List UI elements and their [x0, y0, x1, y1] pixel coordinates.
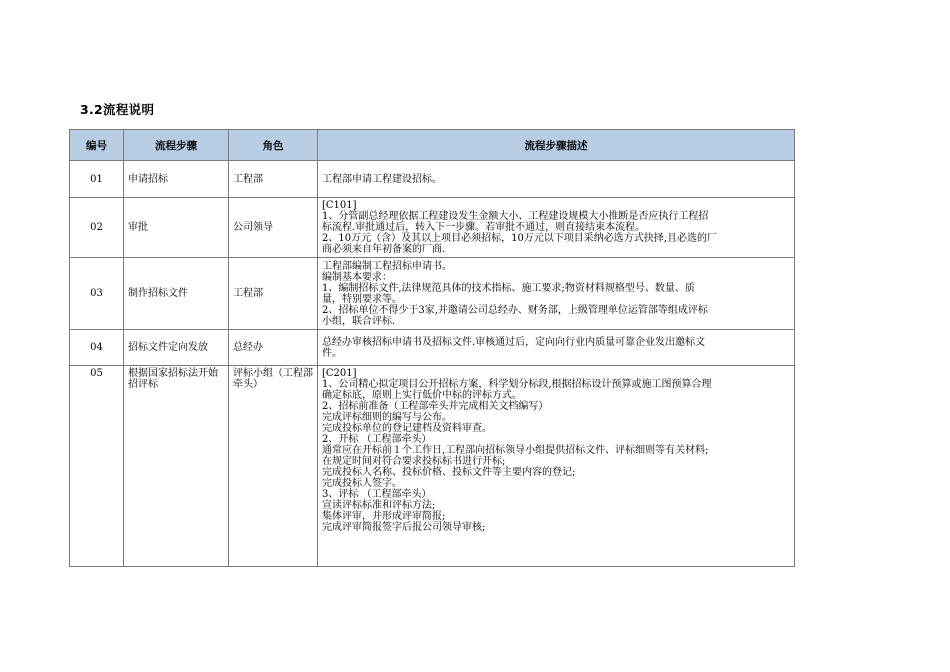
description-line: 3、评标 （工程部牵头）: [322, 489, 432, 500]
header-number: 编号: [70, 130, 124, 161]
description-line: 在规定时间对符合要求投标标书进行开标;: [322, 456, 506, 467]
description-line: [C101]: [322, 200, 357, 211]
row-step: 审批: [124, 198, 229, 258]
description-line: 宣读评标标准和评标方法;: [322, 500, 436, 511]
description-line: 小组，联合评标.: [322, 315, 396, 327]
row-number: 04: [70, 330, 124, 366]
role-text: 评标小组（工程部牵头）: [233, 368, 313, 390]
description-line: 通常应在开标前１个工作日,工程部向招标领导小组提供招标文件、评标细则等有关材料;: [322, 445, 709, 456]
description-line: 1、公司精心拟定项目公开招标方案，科学划分标段,根据招标设计预算或施工图预算合理: [322, 379, 712, 390]
description-line: 完成投标人签字。: [322, 478, 402, 489]
description-line: 1、分管副总经理依据工程建设发生金额大小、工程建设规模大小推断是否应执行工程招: [322, 211, 709, 222]
row-step: [124, 366, 229, 567]
section-title: 3.2流程说明: [80, 102, 155, 117]
description-line: 完成投标单位的登记建档及资料审查。: [322, 423, 492, 434]
row-description: [318, 258, 795, 330]
description-line: 总经办审核招标申请书及招标文件.审核通过后，定向向行业内质量可靠企业发出邀标文: [322, 336, 706, 348]
description-line: 2、开标 （工程部牵头）: [322, 434, 432, 445]
description-line: 完成投标人名称、投标价格、投标文件等主要内容的登记;: [322, 467, 576, 478]
description-line: 2、招标前准备（工程部牵头并完成相关文档编写）: [322, 401, 549, 412]
description-line: 集体评审，并形成评审简报;: [322, 511, 446, 522]
process-table: [69, 129, 795, 567]
header-description: 流程步骤描述: [318, 130, 795, 161]
row-number: 03: [70, 258, 124, 330]
description-line: 完成评审简报签字后报公司领导审核;: [322, 522, 486, 533]
description-line: 标流程.审批通过后，转入下一步骤。若审批不通过，则直接结束本流程。: [322, 222, 646, 233]
step-text: 招标文件定向发放: [128, 342, 208, 353]
header-role: 角色: [229, 130, 318, 161]
row-role: 工程部: [229, 258, 318, 330]
description-line: 确定标底，原则上实行低价中标的评标方式。: [322, 390, 522, 401]
description-line: [C201]: [322, 368, 357, 379]
description-line: 2、招标单位不得少于3家,并邀请公司总经办、财务部，上级管理单位运管部等组成评标: [322, 304, 708, 316]
row-role: 工程部: [229, 161, 318, 198]
row-description: [318, 161, 795, 198]
description-line: 工程部申请工程建设招标。: [322, 173, 442, 185]
table-row: [70, 258, 795, 330]
row-description: [318, 198, 795, 258]
row-role: [229, 366, 318, 567]
row-number: 05: [70, 366, 124, 567]
description-line: 2、10万元（含）及其以上项目必须招标，10万元以下项目采纳必选方式抉择,且必选的厂: [322, 233, 717, 244]
row-role: 公司领导: [229, 198, 318, 258]
row-number: 02: [70, 198, 124, 258]
description-line: 编制基本要求：: [322, 271, 392, 283]
row-description: [318, 330, 795, 366]
row-description: [318, 366, 795, 567]
description-line: 工程部编制工程招标申请书。: [322, 260, 452, 272]
row-step: 制作招标文件: [124, 258, 229, 330]
table-row: [70, 198, 795, 258]
table-header-row: [70, 130, 795, 161]
description-line: 量，特别要求等。: [322, 293, 402, 305]
table-row: [70, 366, 795, 567]
row-step: 申请招标: [124, 161, 229, 198]
description-line: 1、编制招标文件,法律规范具体的技术指标、施工要求;物资材料规格型号、数量、质: [322, 282, 695, 294]
row-step: [124, 330, 229, 366]
header-step: 流程步骤: [124, 130, 229, 161]
row-role: 总经办: [229, 330, 318, 366]
row-number: 01: [70, 161, 124, 198]
description-line: 商必须来自年初备案的厂商.: [322, 244, 446, 255]
table-row: [70, 330, 795, 366]
description-line: 件。: [322, 347, 342, 359]
table-row: [70, 161, 795, 198]
description-line: 完成评标细则的编写与公布。: [322, 412, 452, 423]
step-text: 根据国家招标法开始招评标: [128, 368, 218, 390]
